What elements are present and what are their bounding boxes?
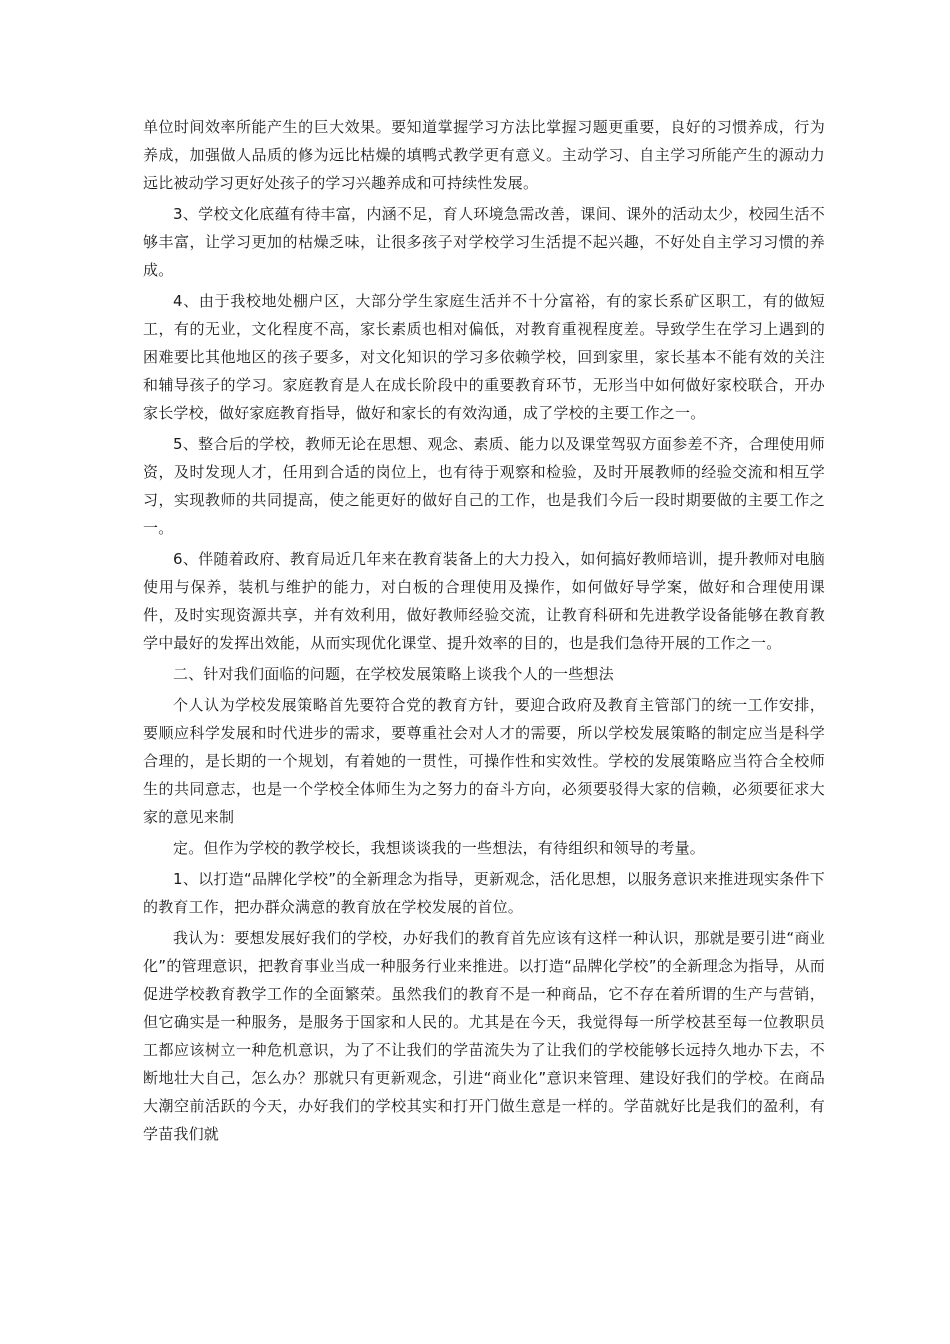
paragraph-item-4: 4、由于我校地处棚户区，大部分学生家庭生活并不十分富裕，有的家长系矿区职工，有的做短工，有的无业，文化程度不高，家长素质也相对偏低，对教育重视程度差。导致学生在学习上遇到的困难要比其他地区的孩子要多，对文化知识的学习多依赖学校，回到家里，家长基本不能有效的关注和辅导孩子的学习。家庭教育是人在成长阶段中的重要教育环节，无形当中如何做好家校联合，开办家长学校，做好家庭教育指导，做好和家长的有效沟通，成了学校的主要工作之一。 [143, 292, 825, 422]
document-body [143, 113, 825, 1151]
paragraph-point-1: 1、以打造“品牌化学校”的全新理念为指导，更新观念，活化思想，以服务意识来推进现实条件下的教育工作，把办群众满意的教育放在学校发展的首位。 [143, 870, 825, 916]
paragraph-item-3: 3、学校文化底蕴有待丰富，内涵不足，育人环境急需改善，课间、课外的活动太少，校园生活不够丰富，让学习更加的枯燥乏味，让很多孩子对学校学习生活提不起兴趣，不好处自主学习习惯的养成。 [143, 205, 825, 279]
paragraph-strategy-overview: 个人认为学校发展策略首先要符合党的教育方针，要迎合政府及教育主管部门的统一工作安排，要顺应科学发展和时代进步的需求，要尊重社会对人才的需要，所以学校发展策略的制定应当是科学合理的，是长期的一个规划，有着她的一贯性，可操作性和实效性。学校的发展策略应当符合全校师生的共同意志，也是一个学校全体师生为之努力的奋斗方向，必须要驳得大家的信赖，必须要征求大家的意见来制 [143, 696, 825, 826]
paragraph-strategy-continuation: 定。但作为学校的教学校长，我想谈谈我的一些想法，有待组织和领导的考量。 [173, 839, 706, 857]
section-heading-two: 二、针对我们面临的问题，在学校发展策略上谈我个人的一些想法 [173, 665, 614, 683]
paragraph-opinion: 我认为：要想发展好我们的学校，办好我们的教育首先应该有这样一种认识，那就是要引进“商业化”的管理意识，把教育事业当成一种服务行业来推进。以打造“品牌化学校”的全新理念为指导，从而促进学校教育教学工作的全面繁荣。虽然我们的教育不是一种商品，它不存在着所谓的生产与营销，但它确实是一种服务，是服务于国家和人民的。尤其是在今天，我觉得每一所学校甚至每一位教职员工都应该树立一种危机意识，为了不让我们的学苗流失为了让我们的学校能够长远持久地办下去，不断地壮大自己，怎么办？那就只有更新观念，引进“商业化”意识来管理、建设好我们的学校。在商品大潮空前活跃的今天，办好我们的学校其实和打开门做生意是一样的。学苗就好比是我们的盈利，有学苗我们就 [143, 929, 825, 1143]
paragraph-continued-intro: 单位时间效率所能产生的巨大效果。要知道掌握学习方法比掌握习题更重要，良好的习惯养成，行为养成，加强做人品质的修为远比枯燥的填鸭式教学更有意义。主动学习、自主学习所能产生的源动力远比被动学习更好处孩子的学习兴趣养成和可持续性发展。 [143, 118, 825, 192]
paragraph-item-6: 6、伴随着政府、教育局近几年来在教育装备上的大力投入，如何搞好教师培训，提升教师对电脑使用与保养，装机与维护的能力，对白板的合理使用及操作，如何做好导学案，做好和合理使用课件，及时实现资源共享，并有效利用，做好教师经验交流，让教育科研和先进教学设备能够在教育教学中最好的发挥出效能，从而实现优化课堂、提升效率的目的，也是我们急待开展的工作之一。 [143, 550, 825, 652]
paragraph-item-5: 5、整合后的学校，教师无论在思想、观念、素质、能力以及课堂驾驭方面参差不齐，合理使用师资，及时发现人才，任用到合适的岗位上，也有待于观察和检验，及时开展教师的经验交流和相互学习，实现教师的共同提高，使之能更好的做好自己的工作，也是我们今后一段时期要做的主要工作之一。 [143, 435, 825, 537]
